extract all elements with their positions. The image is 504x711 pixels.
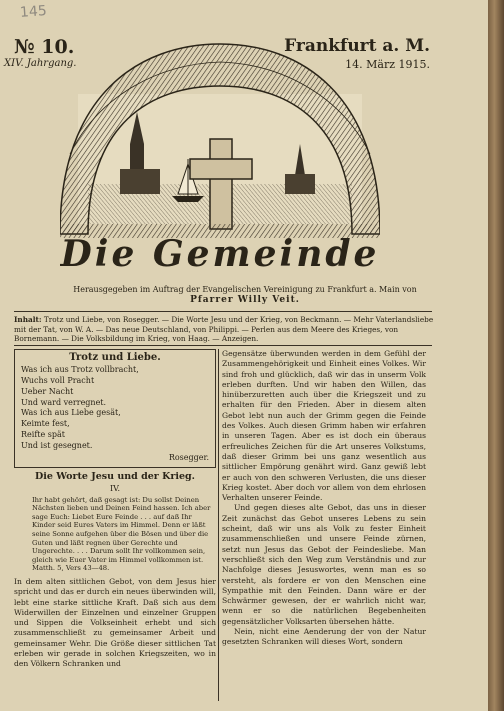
- poem-title: Trotz und Liebe.: [69, 352, 161, 363]
- date-label: 14. März 1915.: [345, 58, 430, 71]
- pencil-page-number: 145: [19, 3, 48, 21]
- subtitle-line: Herausgegeben im Auftrag der Evangelischen Vereinigung zu Frankfurt a. Main von: [73, 285, 417, 294]
- bible-quote: Ihr habt gehört, daß gesagt ist: Du sollst Deinen Nächsten lieben und Deinen Feind hassen. Ich aber sage Euch: Liebet Eure Feinde . . . auf daß Ihr Kinder seid Eures Vaters im Himmel. Denn er läßt seine Sonne aufgehen über die Bösen und über die Guten und läßt regnen über Gerechte und Ungerechte. . . . Darum sollt Ihr vollkommen sein, gleich wie Euer Vater im Himmel vollkommen ist. Matth. 5, Vers 43—48.: [32, 495, 211, 573]
- poem-line: Was ich aus Liebe gesät,: [21, 408, 121, 418]
- masthead-illustration: [60, 34, 380, 276]
- poem-author: Rosegger.: [168, 452, 209, 462]
- article-part-number: IV.: [109, 484, 121, 494]
- divider: [14, 345, 432, 346]
- poem-line: Keimte fest,: [21, 419, 70, 429]
- article-paragraph: Und gegen dieses alte Gebot, das uns in dieser Zeit zunächst das Gebot unseres Lebens zu sein scheint, daß wir uns als Volk zu fester Einheit zusammenschließen und unsere Feinde zürnen, setzt nun Jesus das Gebot der Feindesliebe. Man verschließt sich den Weg zum Verständnis und zur Nachfolge dieses Jesuswortes, wenn man es so versteht, als fordere er von den Menschen eine Sympathie mit den Feinden. Dann wäre er der Schwärmer gewesen, der er wahrlich nicht war, wenn er so die natürlichen Begebenheiten gegensätzlicher Volksarten übersehen hätte.: [222, 503, 426, 626]
- volume-label: XIV. Jahrgang.: [4, 58, 77, 69]
- article-paragraph: In dem alten sittlichen Gebot, von dem Jesus hier spricht und das er durch ein neues überwinden will, lebt eine starke sittliche Kraft. Daß sich aus dem Widerwillen der Einzelnen und einzelner Gruppen und Sippen die Volkseinheit erhebt und sich zusammenschließt zu gemeinsamer Arbeit und gemeinsamer Wehr. Die Größe dieser sittlichen Tat erleben wir gerade in solchen Kriegszeiten, wo in den Völkern Schranken und: [14, 576, 216, 669]
- masthead-title: Die Gemeinde: [60, 233, 380, 275]
- book-binding-edge: [488, 0, 504, 711]
- editor-name: Pfarrer Willy Veit.: [190, 295, 300, 305]
- article-paragraph: Nein, nicht eine Aenderung der von der Natur gesetzten Schranken will dieses Wort, sondern: [222, 627, 426, 647]
- column-divider: [218, 349, 219, 701]
- city-label: Frankfurt a. M.: [284, 36, 430, 56]
- poem-line: Was ich aus Trotz vollbracht,: [21, 365, 139, 375]
- poem-line: Reifte spät: [21, 430, 65, 440]
- table-of-contents: [14, 315, 434, 344]
- right-column: [222, 349, 426, 648]
- article-paragraph: Gegensätze überwunden werden in dem Gefühl der Zusammengehörigkeit und Einheit eines Volkes. Wir sind froh und glücklich, daß wir das in unserm Volk erleben durften. Und wir haben den Willen, das hinüberzuretten auch über die Kriegszeit und zu erhalten für den Frieden. Aber in diesem alten Gebot lebt nun auch der Grimm gegen die Feinde des Volkes. Auch diesen Grimm haben wir erfahren in unseren Tagen. Aber es ist doch ein überaus erfreuliches Zeichen für die Art unseres Volkstums, daß dieser Grimm bei uns ganz wesentlich aus sittlicher Empörung genährt wird. Ganz gewiß lebt er auch von den schweren Verlusten, die uns dieser Krieg kostet. Aber doch vor allem von dem ehrlosen Verhalten unserer Feinde.: [222, 349, 426, 503]
- toc-text: Trotz und Liebe, von Rosegger. — Die Worte Jesu und der Krieg, von Beckmann. — Mehr Vaterlandsliebe mit der Tat, von W. A. — Das neue Deutschland, von Philippi. — Perlen aus dem Meere des Krieges, von Bornemann. — Die Volksbildung im Krieg, von Haag. — Anzeigen.: [14, 315, 434, 344]
- issue-number: № 10.: [14, 36, 75, 58]
- poem-line: Ueber Nacht: [21, 386, 74, 396]
- left-column: [14, 349, 216, 670]
- poem-line: Und ist gesegnet.: [21, 440, 93, 450]
- poem-line: Und ward verregnet.: [21, 397, 107, 407]
- divider: [14, 311, 432, 312]
- poem-line: Wuchs voll Pracht: [21, 376, 95, 386]
- poem-box: [14, 349, 216, 468]
- toc-label: Inhalt:: [14, 315, 42, 324]
- article-title: Die Worte Jesu und der Krieg.: [35, 470, 195, 482]
- subtitle-block: [60, 284, 430, 306]
